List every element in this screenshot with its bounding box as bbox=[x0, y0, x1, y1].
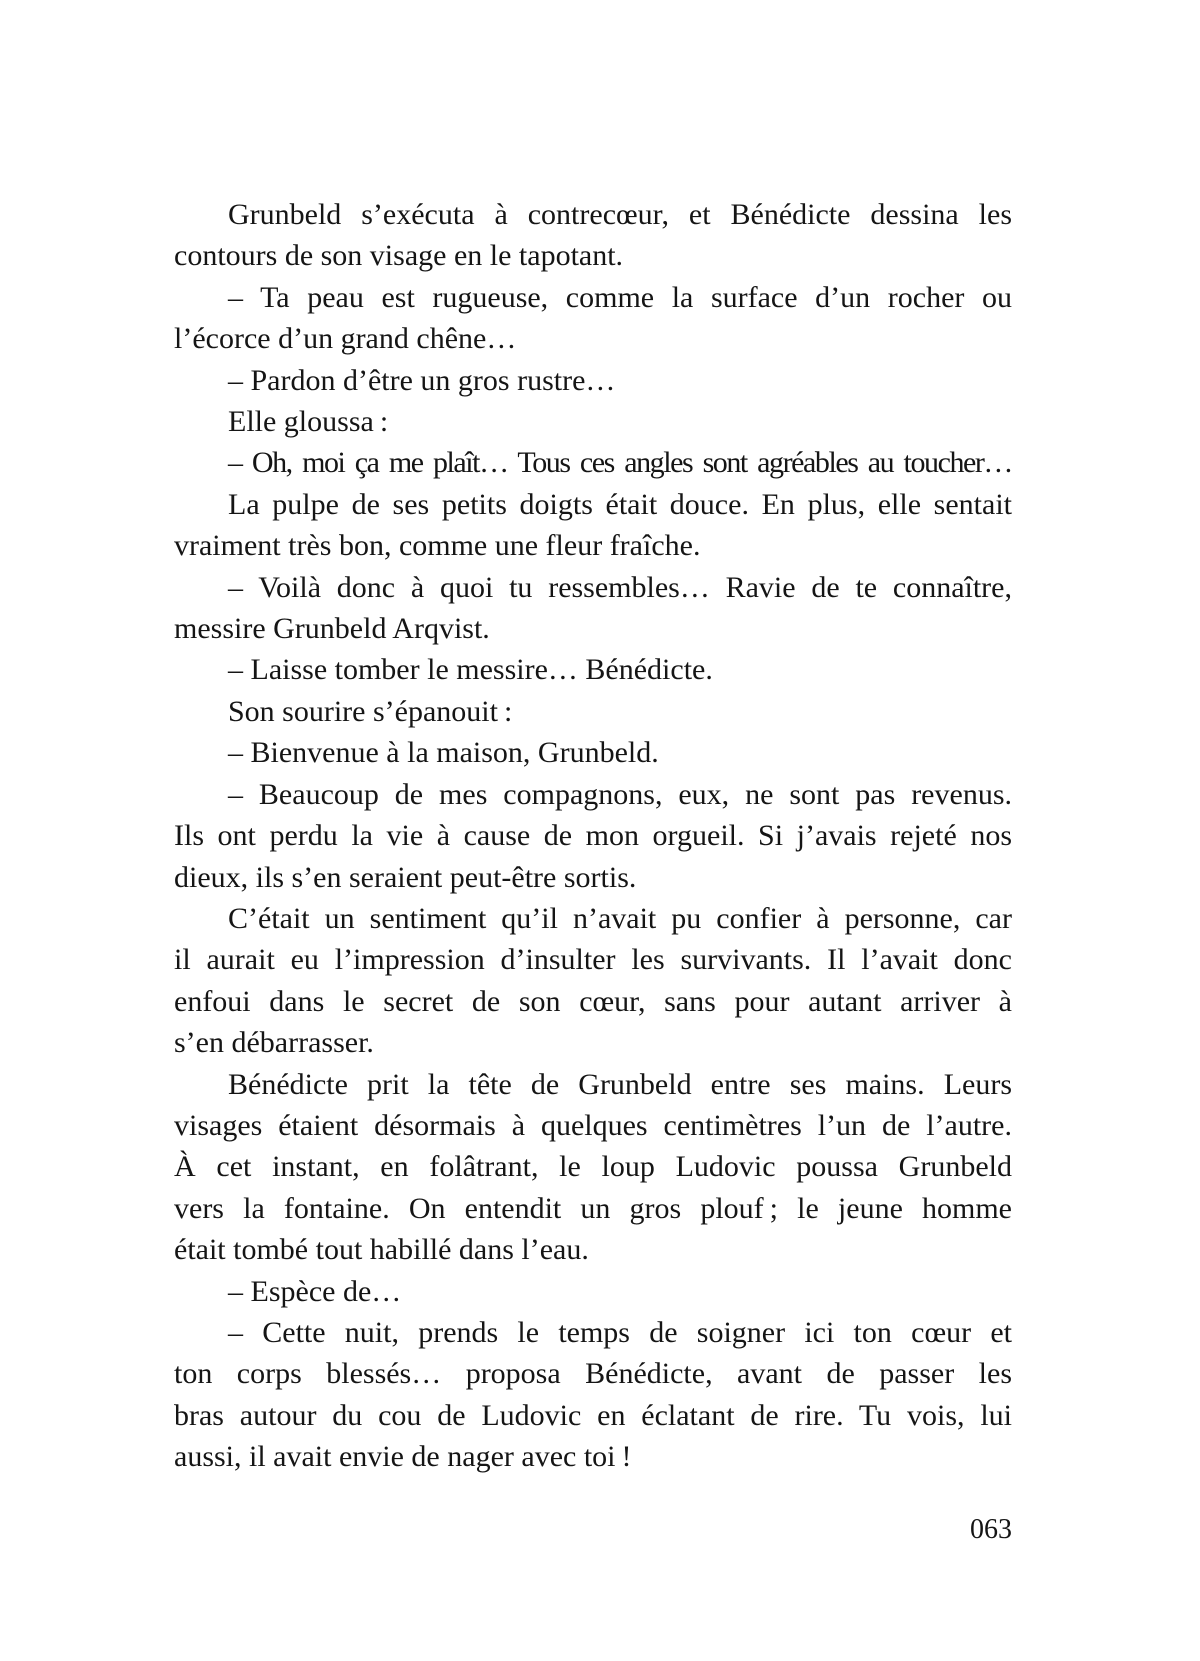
text-line: enfoui dans le secret de son cœur, sans pour autant arriver à bbox=[174, 984, 1012, 1018]
text-line: Ils ont perdu la vie à cause de mon orgueil. Si j’avais rejeté nos bbox=[174, 819, 1012, 853]
text-line: – Espèce de… bbox=[228, 1274, 402, 1308]
text-line: il aurait eu l’impression d’insulter les survivants. Il l’avait donc bbox=[174, 943, 1012, 977]
page-number: 063 bbox=[970, 1514, 1012, 1545]
text-line: – Bienvenue à la maison, Grunbeld. bbox=[228, 736, 659, 770]
text-line: aussi, il avait envie de nager avec toi ! bbox=[174, 1440, 632, 1474]
text-line: Elle gloussa : bbox=[228, 405, 389, 439]
text-line: vers la fontaine. On entendit un gros plouf ; le jeune homme bbox=[174, 1191, 1012, 1225]
text-line: messire Grunbeld Arqvist. bbox=[174, 612, 490, 646]
text-line: s’en débarrasser. bbox=[174, 1026, 374, 1060]
text-line: La pulpe de ses petits doigts était douce. En plus, elle sentait bbox=[228, 487, 1012, 521]
text-line: visages étaient désormais à quelques centimètres l’un de l’autre. bbox=[174, 1108, 1012, 1142]
text-line: – Oh, moi ça me plaît… Tous ces angles sont agréables au toucher… bbox=[228, 446, 1012, 480]
text-line: Bénédicte prit la tête de Grunbeld entre ses mains. Leurs bbox=[228, 1067, 1012, 1101]
text-line: – Beaucoup de mes compagnons, eux, ne sont pas revenus. bbox=[228, 777, 1012, 811]
text-line: vraiment très bon, comme une fleur fraîche. bbox=[174, 529, 701, 563]
text-line: À cet instant, en folâtrant, le loup Ludovic poussa Grunbeld bbox=[174, 1150, 1012, 1184]
text-line: C’était un sentiment qu’il n’avait pu confier à personne, car bbox=[228, 901, 1012, 935]
text-line: – Ta peau est rugueuse, comme la surface d’un rocher ou bbox=[228, 280, 1012, 314]
text-line: – Pardon d’être un gros rustre… bbox=[228, 363, 616, 397]
text-line: Grunbeld s’exécuta à contrecœur, et Bénédicte dessina les bbox=[228, 198, 1012, 231]
text-line: ton corps blessés… proposa Bénédicte, avant de passer les bbox=[174, 1357, 1012, 1391]
text-line: – Cette nuit, prends le temps de soigner ici ton cœur et bbox=[228, 1315, 1012, 1349]
text-line: était tombé tout habillé dans l’eau. bbox=[174, 1233, 589, 1267]
text-line: – Voilà donc à quoi tu ressembles… Ravie de te connaître, bbox=[228, 570, 1012, 604]
text-line: Son sourire s’épanouit : bbox=[228, 694, 513, 728]
text-line: bras autour du cou de Ludovic en éclatant de rire. Tu vois, lui bbox=[174, 1398, 1012, 1432]
text-line: contours de son visage en le tapotant. bbox=[174, 239, 624, 273]
text-line: dieux, ils s’en seraient peut-être sortis. bbox=[174, 860, 637, 894]
page-text bbox=[174, 194, 1012, 1478]
text-line: l’écorce d’un grand chêne… bbox=[174, 322, 517, 356]
text-line: – Laisse tomber le messire… Bénédicte. bbox=[228, 653, 713, 687]
